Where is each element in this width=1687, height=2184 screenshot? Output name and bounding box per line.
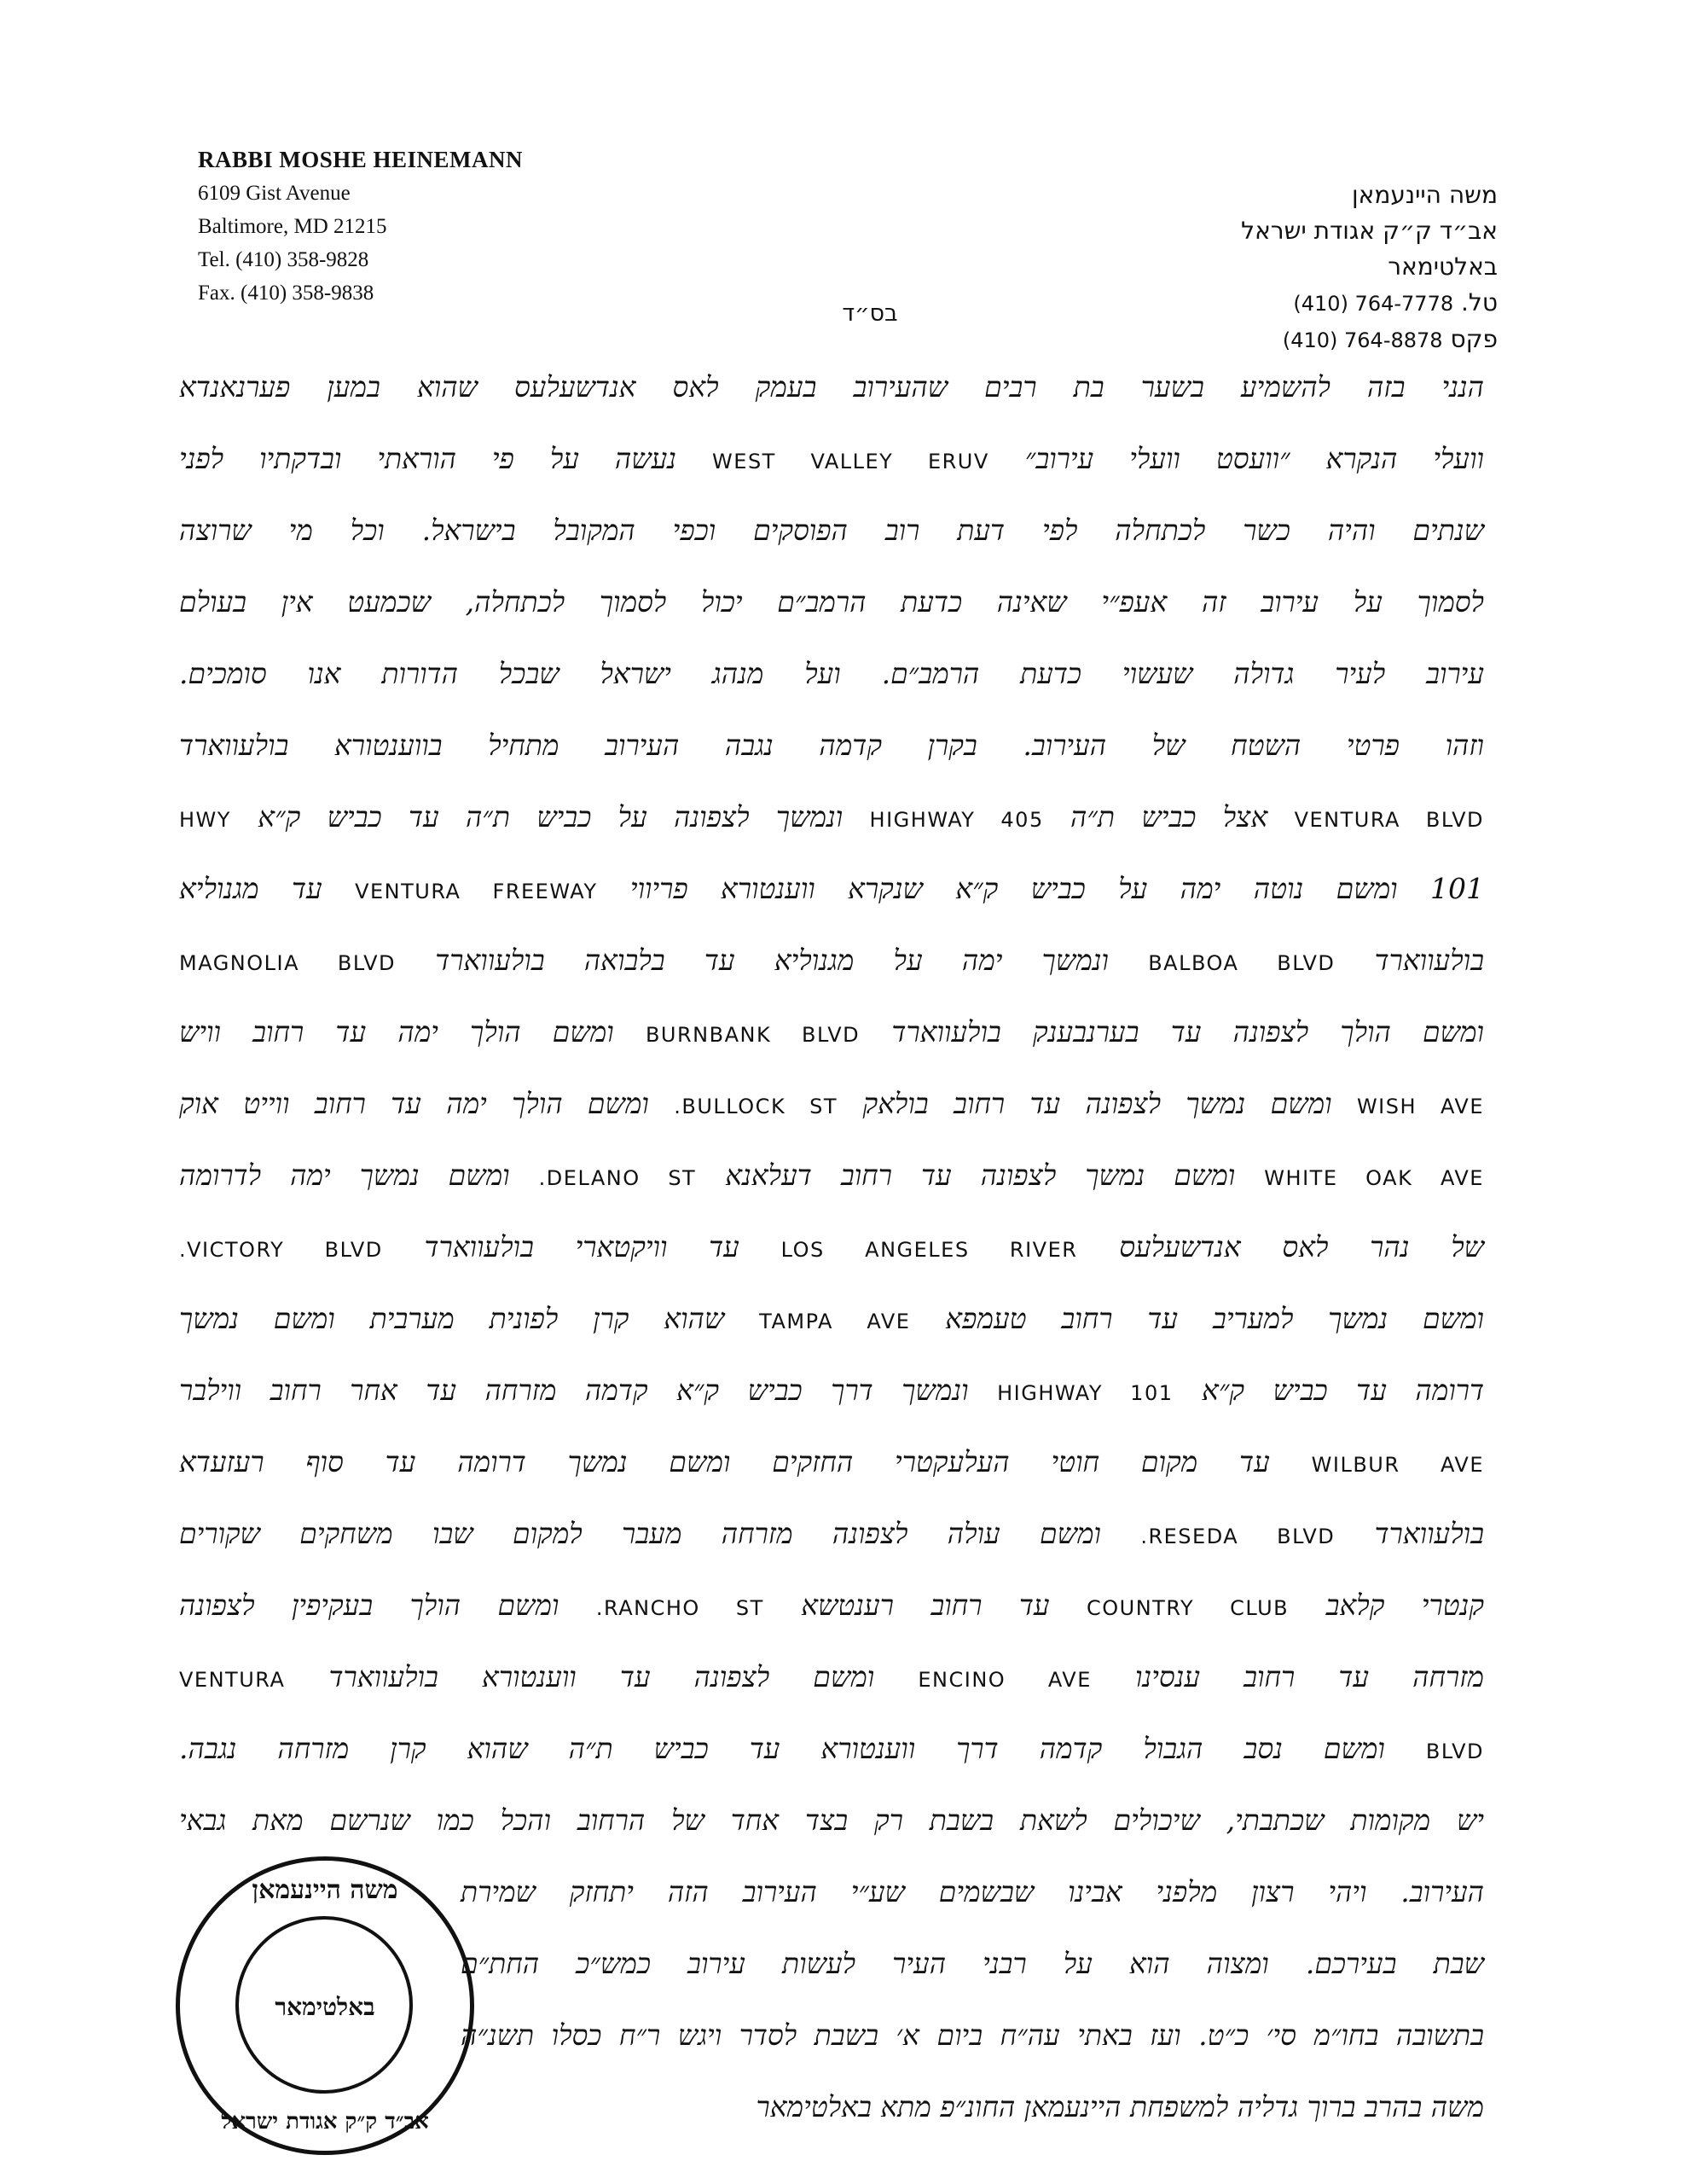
hebrew-name: משה היינעמאן	[1352, 181, 1498, 209]
street-address: 6109 Gist Avenue	[198, 182, 351, 205]
closing-line: העירוב. ויהי רצון מלפני אבינו שבשמים שע״י העירוב הזה יתחזק שמירת	[461, 1875, 1484, 1908]
street-name-english: BALBOA BLVD	[1148, 951, 1336, 975]
street-name-english: WILBUR AVE	[1311, 1453, 1484, 1477]
english-letterhead	[198, 143, 710, 310]
fax: Fax. (410) 358-9838	[198, 282, 374, 305]
telephone: Tel. (410) 358-9828	[198, 248, 369, 271]
hebrew-text: עד רחוב רענטשא	[801, 1589, 1050, 1622]
letter-line	[179, 1355, 1484, 1426]
hebrew-text: ומשם נמשך לצפונה עד רחוב בולאק	[862, 1087, 1332, 1120]
letter-line	[179, 1283, 1484, 1355]
hebrew-text: של נהר לאס אנדשעלעס	[1119, 1230, 1485, 1263]
street-name-english: WISH AVE	[1356, 1095, 1484, 1118]
letter-closing	[461, 1856, 1484, 2143]
street-name-english: BURNBANK BLVD	[645, 1023, 861, 1047]
hebrew-text: הנני בזה להשמיע בשער בת רבים שהעירוב בעמק לאס אנדשעלעס שהוא במען פערנאנדא	[179, 370, 1484, 404]
hebrew-text: ונמשך לצפונה על כביש ת״ה עד כביש ק״א	[258, 800, 844, 834]
letter-line	[179, 495, 1484, 566]
rabbinic-stamp	[176, 1856, 474, 2155]
hebrew-text: בולעווארד	[1374, 944, 1484, 977]
stamp-center-text: באלטימאר	[275, 1993, 375, 2021]
street-name-english: RANCHO ST.	[595, 1596, 764, 1620]
hebrew-text: ומשם הולך ימה עד רחוב ווייט אוק	[179, 1087, 649, 1120]
letter-line	[179, 1570, 1484, 1641]
letter-line	[179, 1426, 1484, 1498]
letter-line	[179, 1068, 1484, 1140]
fax-label: פקס	[1450, 325, 1498, 353]
city-address: Baltimore, MD 21215	[198, 215, 387, 238]
street-name-english: HIGHWAY 101	[997, 1381, 1174, 1405]
stamp-bottom-text: אב״ד ק״ק אגודת ישראל	[221, 2109, 429, 2135]
letter-line	[179, 1498, 1484, 1570]
letter-line	[179, 1211, 1484, 1283]
hebrew-text: 101 ומשם נוטה ימה על כביש ק״א שנקרא ווענטורא פריווי	[629, 872, 1485, 905]
hebrew-text: ומשם נמשך לצפונה עד רחוב דעלאנא	[725, 1159, 1236, 1192]
letter-line	[179, 996, 1484, 1068]
hebrew-text: ומשם עולה לצפונה מזרחה מעבר למקום שבו משחקים שקורים	[179, 1517, 1101, 1550]
signature-line: משה בהרב ברוך גדליה למשפחת היינעמאן החונ״פ מתא באלטימאר	[756, 2090, 1484, 2123]
street-name-english: HIGHWAY 405	[869, 808, 1044, 832]
hebrew-text: ומשם הולך ימה עד רחוב וויש	[179, 1015, 614, 1048]
hebrew-text: מזרחה עד רחוב ענסינו	[1135, 1660, 1484, 1693]
closing-line: בתשובה בחו״מ סי׳ כ״ט. ועז באתי עה״ח ביום א׳ בשבת לסדר ויגש ר״ח כסלו תשנ״ה	[461, 2018, 1484, 2052]
letter-line	[179, 566, 1484, 638]
hebrew-city: באלטימאר	[1388, 253, 1498, 281]
letter-line	[179, 1641, 1484, 1713]
street-name-english: LOS ANGELES RIVER	[780, 1238, 1078, 1262]
hebrew-text: וזהו פרטי השטח של העירוב. בקרן קדמה נגבה העירוב מתחיל בווענטורא בולעווארד	[179, 729, 1484, 762]
letter-body	[179, 351, 1484, 1856]
hebrew-text: עד וויקטארי בולעווארד	[424, 1230, 739, 1263]
hebrew-text: ומשם נסב הגבול קדמה דרך ווענטורא עד כביש ת״ה שהוא קרן מזרחה נגבה.	[179, 1732, 1385, 1765]
street-name-english: BULLOCK ST.	[674, 1095, 838, 1118]
hebrew-text: אצל כביש ת״ה	[1070, 800, 1268, 834]
street-name-english: HWY	[179, 808, 231, 832]
street-name-english: BLVD	[1425, 1740, 1484, 1763]
hebrew-text: בולעווארד	[1374, 1517, 1484, 1550]
hebrew-text: ומשם נמשך למעריב עד רחוב טעמפא	[945, 1302, 1484, 1335]
street-name-english: VENTURA	[179, 1668, 286, 1692]
hebrew-text: ומשם הולך בעקיפין לצפונה	[179, 1589, 559, 1622]
hebrew-text: ומשם לצפונה עד ווענטורא בולעווארד	[328, 1660, 875, 1693]
hebrew-text: נעשה על פי הוראתי ובדקתיו לפני	[179, 442, 677, 475]
stamp-top-text: משה היינעמאן	[252, 1875, 398, 1905]
rabbi-name: RABBI MOSHE HEINEMANN	[198, 147, 524, 172]
hebrew-title: אב״ד ק״ק אגודת ישראל	[1241, 217, 1498, 245]
hebrew-text: עירוב לעיר גדולה שעשוי כדעת הרמב״ם. ועל מנהג ישראל שבכל הדורות אנו סומכים.	[179, 657, 1484, 690]
street-name-english: MAGNOLIA BLVD	[179, 951, 396, 975]
street-name-english: RESEDA BLVD.	[1140, 1525, 1336, 1548]
hebrew-text: עד מקום חוטי העלעקטרי החזקים ומשם נמשך דרומה עד סוף רעזעדא	[179, 1445, 1270, 1478]
letter-line	[179, 1713, 1484, 1785]
bsd-mark: בס״ד	[842, 300, 898, 327]
hebrew-text: ונמשך דרך כביש ק״א קדמה מזרחה עד אחר רחוב ווילבר	[179, 1374, 969, 1407]
letter-line	[179, 925, 1484, 996]
letter-line	[179, 423, 1484, 495]
street-name-english: VENTURA FREEWAY	[355, 880, 598, 903]
street-name-english: DELANO ST.	[538, 1166, 697, 1190]
letter-line	[179, 638, 1484, 710]
letter-line	[179, 351, 1484, 423]
street-name-english: COUNTRY CLUB	[1086, 1596, 1290, 1620]
hebrew-text: וועלי הנקרא ״וועסט וועלי עירוב״	[1024, 442, 1484, 475]
street-name-english: TAMPA AVE	[759, 1310, 911, 1333]
fax-number: (410) 764-8878	[1282, 328, 1443, 352]
hebrew-text: שנתים והיה כשר לכתחלה לפי דעת רוב הפוסקים וכפי המקובל בישראל. וכל מי שרוצה	[179, 514, 1484, 547]
street-name-english: VICTORY BLVD.	[179, 1238, 383, 1262]
street-name-english: ENCINO AVE	[918, 1668, 1092, 1692]
hebrew-text: יש מקומות שכתבתי, שיכולים לשאת בשבת רק בצד אחד של הרחוב והכל כמו שנרשם מאת גבאי	[179, 1804, 1484, 1837]
tel-number: (410) 764-7778	[1293, 292, 1454, 316]
street-name-english: WHITE OAK AVE	[1264, 1166, 1484, 1190]
street-name-english: WEST VALLEY ERUV	[712, 450, 989, 473]
letter-line	[179, 781, 1484, 853]
hebrew-tel	[952, 285, 1498, 322]
hebrew-text: קנטרי קלאב	[1325, 1589, 1484, 1622]
letter-line	[179, 1140, 1484, 1211]
letter-line	[179, 853, 1484, 925]
street-name-english: VENTURA BLVD	[1294, 808, 1485, 832]
hebrew-text: ומשם נמשך ימה לדרומה	[179, 1159, 510, 1192]
hebrew-text: עד מגנוליא	[179, 872, 322, 905]
hebrew-text: לסמוך על עירוב זה אעפ״י שאינה כדעת הרמב״ם יכול לסמוך לכתחלה, שכמעט אין בעולם	[179, 585, 1484, 619]
hebrew-text: ומשם הולך לצפונה עד בערנבענק בולעווארד	[891, 1015, 1485, 1048]
hebrew-letterhead	[952, 177, 1498, 358]
letter-line	[179, 710, 1484, 781]
hebrew-text: דרומה עד כביש ק״א	[1202, 1374, 1485, 1407]
hebrew-text: ונמשך ימה על מגנוליא עד בלבואה בולעווארד	[435, 944, 1109, 977]
closing-line: שבת בעירכם. ומצוה הוא על רבני העיר לעשות עירוב כמש״כ החת״ם	[461, 1947, 1484, 1980]
letter-line	[179, 1785, 1484, 1856]
hebrew-text: שהוא קרן לפונית מערבית ומשם נמשך	[179, 1302, 725, 1335]
tel-label: טל.	[1461, 288, 1498, 317]
